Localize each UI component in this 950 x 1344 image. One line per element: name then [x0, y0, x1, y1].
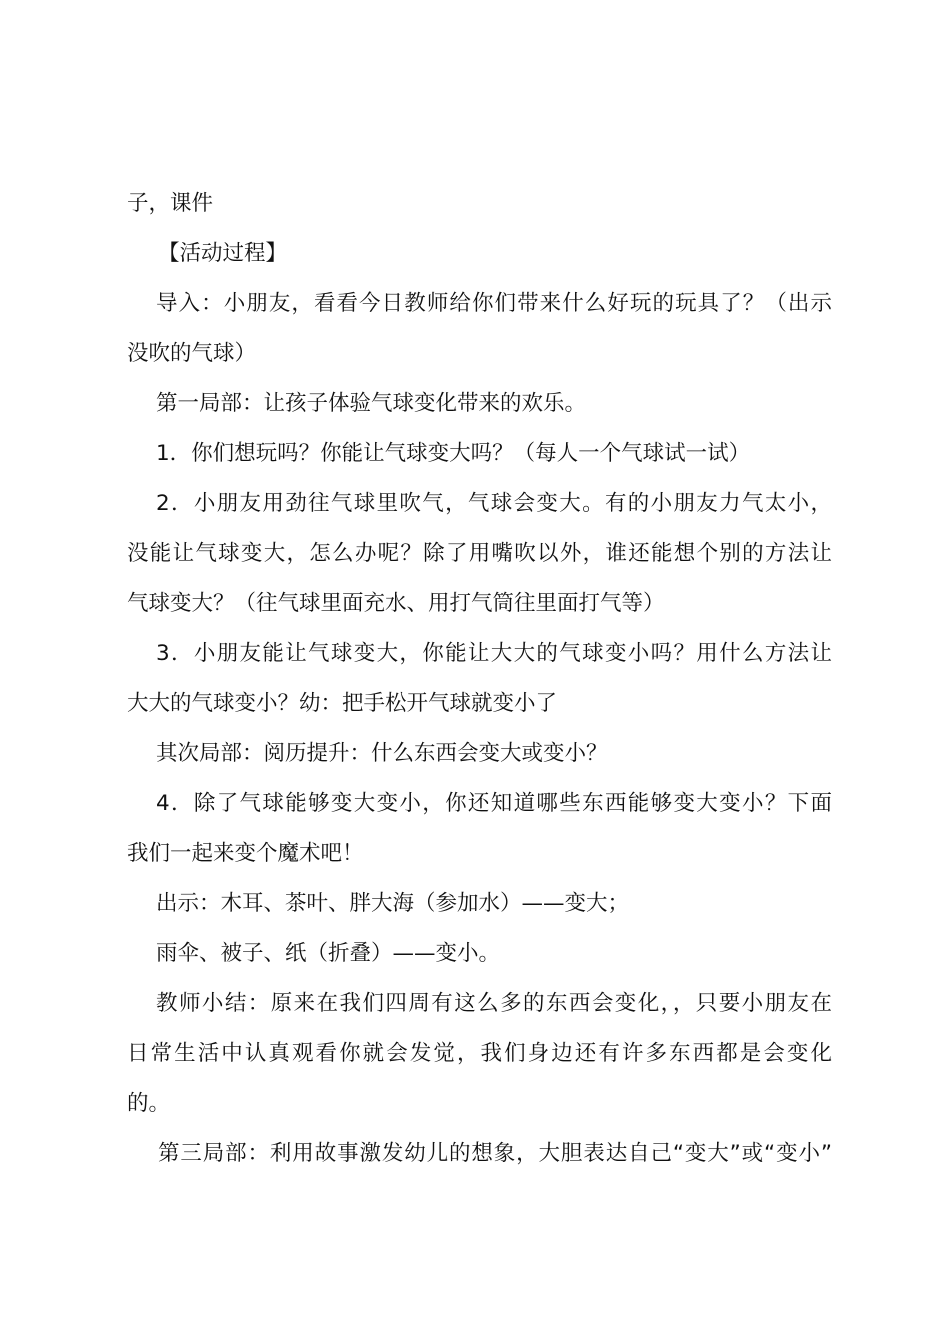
- paragraph-line: 其次局部：阅历提升：什么东西会变大或变小？: [156, 741, 608, 766]
- paragraph-line: 教师小结：原来在我们四周有这么多的东西会变化，，只要小朋友在: [156, 991, 832, 1016]
- paragraph-line: 的。: [127, 1091, 171, 1116]
- paragraph-line: 导入：小朋友，看看今日教师给你们带来什么好玩的玩具了？（出示: [156, 291, 832, 316]
- paragraph-line: 我们一起来变个魔术吧！: [127, 841, 364, 866]
- paragraph-line: 没吹的气球）: [127, 341, 257, 366]
- paragraph-line: 4．除了气球能够变大变小，你还知道哪些东西能够变大变小？下面: [156, 791, 832, 816]
- paragraph-line: 雨伞、被子、纸（折叠）——变小。: [156, 941, 501, 966]
- paragraph-line: 气球变大？（往气球里面充水、用打气筒往里面打气等）: [127, 591, 665, 616]
- paragraph-line: 出示：木耳、茶叶、胖大海（参加水）——变大；: [156, 891, 630, 916]
- paragraph-line: 第一局部：让孩子体验气球变化带来的欢乐。: [156, 391, 587, 416]
- paragraph-line: 大大的气球变小？幼：把手松开气球就变小了: [127, 691, 558, 716]
- section-heading: 【活动过程】: [158, 241, 288, 266]
- paragraph-line: 子，课件: [127, 191, 214, 216]
- paragraph-line: 没能让气球变大，怎么办呢？除了用嘴吹以外，谁还能想个别的方法让: [127, 541, 832, 566]
- paragraph-line: 3．小朋友能让气球变大，你能让大大的气球变小吗？用什么方法让: [156, 641, 832, 666]
- paragraph-line: 1．你们想玩吗？你能让气球变大吗？（每人一个气球试一试）: [156, 441, 751, 466]
- paragraph-line: 日常生活中认真观看你就会发觉，我们身边还有许多东西都是会变化: [127, 1041, 832, 1066]
- paragraph-line: 2．小朋友用劲往气球里吹气，气球会变大。有的小朋友力气太小，: [156, 491, 832, 516]
- paragraph-line: 第三局部：利用故事激发幼儿的想象，大胆表达自己“变大”或“变小”: [158, 1141, 832, 1166]
